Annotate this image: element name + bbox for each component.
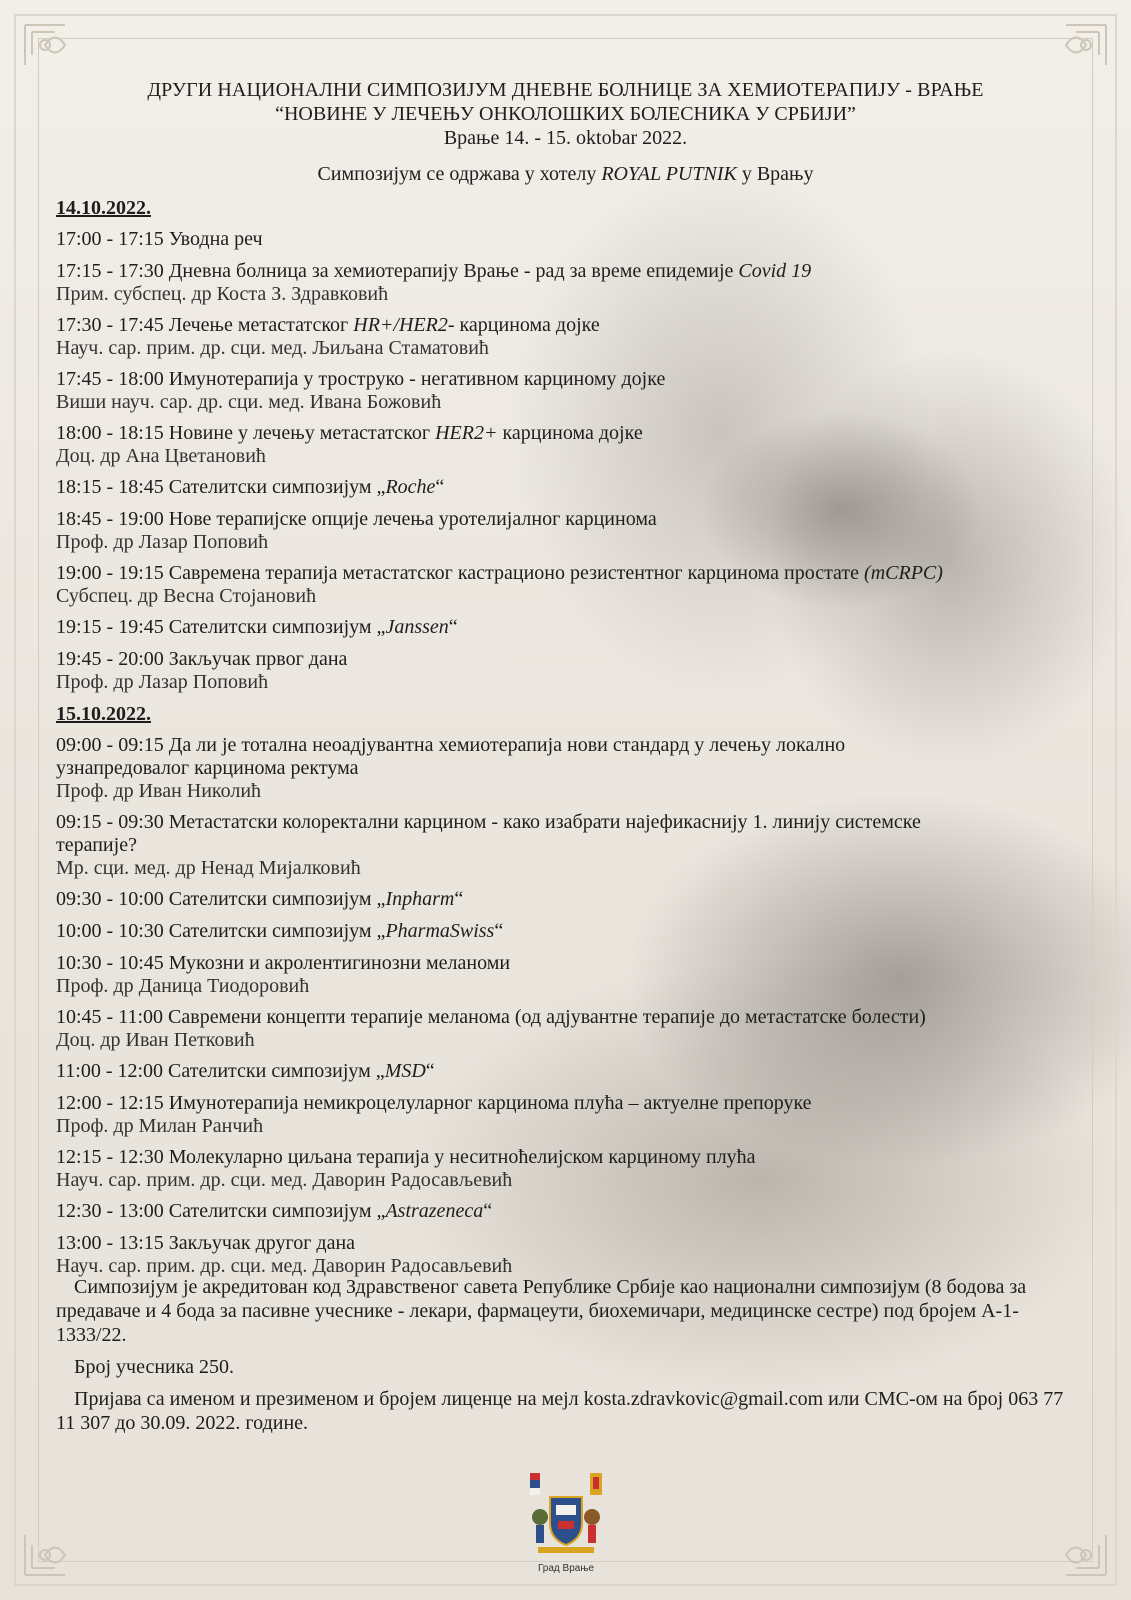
- schedule-item: [56, 368, 1076, 413]
- schedule-item: [56, 260, 1076, 305]
- schedule-item: [56, 508, 1076, 553]
- session-title: [56, 1006, 1076, 1029]
- session-text: 19:00 - 19:15 Савремена терапија метастатског кастрационо резистентног карцинома простате: [56, 562, 865, 584]
- speaker-name: Доц. др Ана Цветановић: [56, 445, 266, 467]
- venue-pre: Симпозијум се одржава у хотелу: [317, 163, 602, 185]
- session-text-italic: PharmaSwiss: [385, 920, 495, 942]
- speaker-name: Науч. сар. прим. др. сци. мед. Љиљана Стаматовић: [56, 337, 489, 359]
- session-text-italic: (mCRPC): [864, 562, 943, 584]
- session-text: 17:30 - 17:45 Лечење метастатског: [56, 314, 354, 336]
- symposium-subtitle: “НОВИНЕ У ЛЕЧЕЊУ ОНКОЛОШКИХ БОЛЕСНИКА У СРБИЈИ”: [275, 103, 856, 125]
- session-title: [56, 648, 1076, 671]
- schedule-item: [56, 476, 1076, 499]
- session-text: 18:15 - 18:45 Сателитски симпозијум „: [56, 476, 386, 498]
- corner-ornament-icon: [1041, 1510, 1111, 1580]
- session-title: [56, 1060, 1076, 1083]
- day1-date: 14.10.2022.: [56, 197, 151, 219]
- speaker-name: Мр. сци. мед. др Ненад Мијалковић: [56, 857, 361, 879]
- venue-hotel: ROYAL PUTNIK: [601, 163, 737, 185]
- schedule-item: [56, 1060, 1076, 1083]
- session-text-italic: HER2+: [435, 422, 498, 444]
- session-text: 12:30 - 13:00 Сателитски симпозијум „: [56, 1200, 386, 1222]
- day2-schedule: [56, 734, 1076, 1277]
- schedule-item: [56, 1146, 1076, 1191]
- session-text-tail: “: [494, 920, 504, 942]
- schedule-item: [56, 562, 1076, 607]
- crest-label: Град Врање: [537, 1563, 595, 1574]
- accreditation-note: Симпозијум је акредитован код Здравственог савета Републике Србије као национални симпозијум (8 бодова за предаваче и 4 бода за пасивне учеснике - лекари, фармацеути, биохемичари, медицинске сестре) под бројем А-1-1333/22.: [56, 1276, 1027, 1346]
- session-title: [56, 508, 1076, 531]
- speaker-name: Прим. субспец. др Коста З. Здравковић: [56, 283, 389, 305]
- session-text-tail: “: [483, 1200, 493, 1222]
- schedule-item: [56, 811, 1076, 879]
- speaker-name: Проф. др Иван Николић: [56, 780, 262, 802]
- session-text-italic: Inpharm: [385, 888, 455, 910]
- speaker-name: Субспец. др Весна Стојановић: [56, 585, 317, 607]
- session-text-italic: HR+/HER2-: [353, 314, 455, 336]
- session-text: 17:45 - 18:00 Имунотерапија у троструко - негативном карциному дојке: [56, 368, 666, 390]
- schedule-item: [56, 228, 1076, 251]
- schedule-item: [56, 888, 1076, 911]
- session-text: 10:45 - 11:00 Савремени концепти терапије меланома (од адјувантне терапије до метастатске болести): [56, 1006, 926, 1028]
- footer-notes: [56, 1275, 1076, 1443]
- session-text: 17:00 - 17:15 Уводна реч: [56, 228, 263, 250]
- corner-ornament-icon: [20, 1510, 90, 1580]
- session-text: 19:15 - 19:45 Сателитски симпозијум „: [56, 616, 386, 638]
- schedule-item: [56, 920, 1076, 943]
- session-text: 18:00 - 18:15 Новине у лечењу метастатског: [56, 422, 436, 444]
- session-title: [56, 562, 1076, 585]
- session-title: [56, 811, 1076, 834]
- session-text-tail: карцинома дојке: [497, 422, 643, 444]
- session-text-italic: Covid 19: [738, 260, 812, 282]
- city-crest-icon: [528, 1471, 604, 1557]
- session-title: [56, 1146, 1076, 1169]
- session-text: 12:00 - 12:15 Имунотерапија немикроцелуларног карцинома плућа – актуелне препоруке: [56, 1092, 812, 1114]
- session-title: [56, 260, 1076, 283]
- session-title: [56, 228, 1076, 251]
- session-text: 19:45 - 20:00 Закључак првог дана: [56, 648, 348, 670]
- session-title: [56, 1200, 1076, 1223]
- schedule-item: [56, 734, 1076, 802]
- day2-date: 15.10.2022.: [56, 703, 151, 725]
- symposium-dates: Врање 14. - 15. oktobar 2022.: [443, 127, 688, 149]
- session-text-italic: Astrazeneca: [385, 1200, 484, 1222]
- schedule-item: [56, 1232, 1076, 1277]
- session-text-italic: MSD: [384, 1060, 426, 1082]
- session-text: 12:15 - 12:30 Молекуларно циљана терапија у неситноћелијском карциному плућа: [56, 1146, 756, 1168]
- schedule-item: [56, 648, 1076, 693]
- session-title-continued: узнапредовалог карцинома ректума: [56, 757, 359, 779]
- schedule-item: [56, 1092, 1076, 1137]
- speaker-name: Науч. сар. прим. др. сци. мед. Даворин Радосављевић: [56, 1169, 513, 1191]
- session-text-italic: Roche: [385, 476, 436, 498]
- session-title: [56, 616, 1076, 639]
- schedule-item: [56, 1006, 1076, 1051]
- speaker-name: Доц. др Иван Петковић: [56, 1029, 255, 1051]
- session-title: [56, 734, 1076, 757]
- session-text-tail: “: [425, 1060, 435, 1082]
- session-text: 10:30 - 10:45 Мукозни и акролентигинозни меланоми: [56, 952, 511, 974]
- header: [60, 78, 1071, 186]
- session-text: 18:45 - 19:00 Нове терапијске опције лечења уротелијалног карцинома: [56, 508, 657, 530]
- registration-note: Пријава са именом и презименом и бројем лиценце на мејл kosta.zdravkovic@gmail.com или СМС-ом на број 063 77 11 307 до 30.09. 2022. године.: [56, 1388, 1064, 1434]
- session-title: [56, 1232, 1076, 1255]
- schedule-item: [56, 314, 1076, 359]
- session-title: [56, 368, 1076, 391]
- speaker-name: Проф. др Даница Тиодоровић: [56, 975, 310, 997]
- session-text: 10:00 - 10:30 Сателитски симпозијум „: [56, 920, 386, 942]
- schedule-item: [56, 952, 1076, 997]
- venue-line: [60, 162, 1071, 186]
- session-text: 09:00 - 09:15 Да ли је тотална неоадјувантна хемиотерапија нови стандард у лечењу локално: [56, 734, 846, 756]
- session-text: 11:00 - 12:00 Сателитски симпозијум „: [56, 1060, 385, 1082]
- session-title: [56, 422, 1076, 445]
- session-text-tail: “: [448, 616, 458, 638]
- speaker-name: Проф. др Лазар Поповић: [56, 531, 269, 553]
- speaker-name: Науч. сар. прим. др. сци. мед. Даворин Радосављевић: [56, 1255, 513, 1277]
- session-text-italic: Janssen: [385, 616, 449, 638]
- program-content: [56, 196, 1076, 1286]
- session-text: 13:00 - 13:15 Закључак другог дана: [56, 1232, 356, 1254]
- session-text-tail: “: [454, 888, 464, 910]
- session-text-tail: карцинома дојке: [454, 314, 600, 336]
- session-text: 17:15 - 17:30 Дневна болница за хемиотерапију Врање - рад за време епидемије: [56, 260, 739, 282]
- session-title: [56, 888, 1076, 911]
- speaker-name: Виши науч. сар. др. сци. мед. Ивана Божовић: [56, 391, 442, 413]
- schedule-item: [56, 422, 1076, 467]
- speaker-name: Проф. др Милан Ранчић: [56, 1115, 264, 1137]
- session-title: [56, 314, 1076, 337]
- venue-post: у Врању: [736, 163, 814, 185]
- session-title: [56, 1092, 1076, 1115]
- session-title: [56, 952, 1076, 975]
- session-text: 09:30 - 10:00 Сателитски симпозијум „: [56, 888, 386, 910]
- session-text-tail: “: [435, 476, 445, 498]
- day1-schedule: [56, 228, 1076, 693]
- speaker-name: Проф. др Лазар Поповић: [56, 671, 269, 693]
- schedule-item: [56, 616, 1076, 639]
- symposium-title: ДРУГИ НАЦИОНАЛНИ СИМПОЗИЈУМ ДНЕВНЕ БОЛНИЦЕ ЗА ХЕМИОТЕРАПИЈУ - ВРАЊЕ: [147, 79, 984, 101]
- session-title: [56, 920, 1076, 943]
- schedule-item: [56, 1200, 1076, 1223]
- session-title-continued: терапије?: [56, 834, 137, 856]
- session-text: 09:15 - 09:30 Метастатски колоректални карцином - како изабрати најефикаснију 1. линију системске: [56, 811, 921, 833]
- participants-note: Број учесника 250.: [74, 1356, 235, 1378]
- session-title: [56, 476, 1076, 499]
